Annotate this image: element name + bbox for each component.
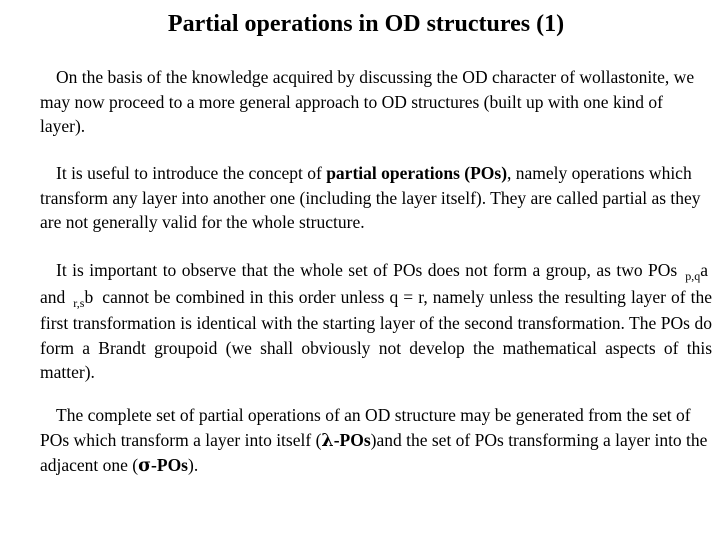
paragraph-text: )and the set of POs transforming a layer into the adjacent one ( — [40, 429, 708, 475]
sigma-symbol: σ — [138, 456, 152, 476]
symbol-b: b — [84, 286, 94, 307]
lambda-pos-label: -POs — [333, 429, 371, 450]
paragraph-text: On the basis of the knowledge acquired by discussing the OD character of wollastonite, we may now proceed to a more general approach to OD structures (built up with one kind of layer). — [40, 67, 695, 136]
paragraph-text: ). — [188, 455, 199, 475]
slide-title: Partial operations in OD structures (1) — [167, 11, 565, 37]
paragraph-text: It is useful to introduce the concept of — [56, 163, 327, 183]
and-word: and — [40, 286, 66, 307]
symbol-a: a — [700, 260, 709, 280]
paragraph-partial-operations — [40, 161, 712, 235]
paragraph-text: , namely operations which transform any layer into another one (including the layer itself). They are called partial as they are not generally valid for the whole structure. — [40, 163, 701, 232]
paragraph-text: The complete set of partial operations of an OD structure may be generated from the set of POs which transform a layer into itself ( — [40, 405, 691, 450]
paragraph-wollastonite — [40, 65, 712, 139]
subscript-rs: r,s — [73, 295, 85, 310]
paragraph-text: It is important to observe that the whole set of POs does not form a group, as two — [56, 260, 643, 280]
paragraph-groupoid — [40, 258, 712, 385]
lambda-symbol: λ — [321, 430, 334, 451]
subscript-pq: p,q — [685, 269, 701, 283]
term-partial-operations: partial operations (POs) — [326, 163, 508, 183]
paragraph-text: cannot be combined in this order unless q = r, namely unless the resulting layer of the first transformation is identical with the starting layer of the second transformation. The POs do form a Brandt groupoid (we shall obviously not develop the mathematical aspects of this matter). — [40, 286, 713, 382]
pos-prefix: POs — [648, 260, 678, 280]
sigma-pos-label: -POs — [151, 455, 188, 475]
paragraph-complete-set — [40, 403, 712, 479]
